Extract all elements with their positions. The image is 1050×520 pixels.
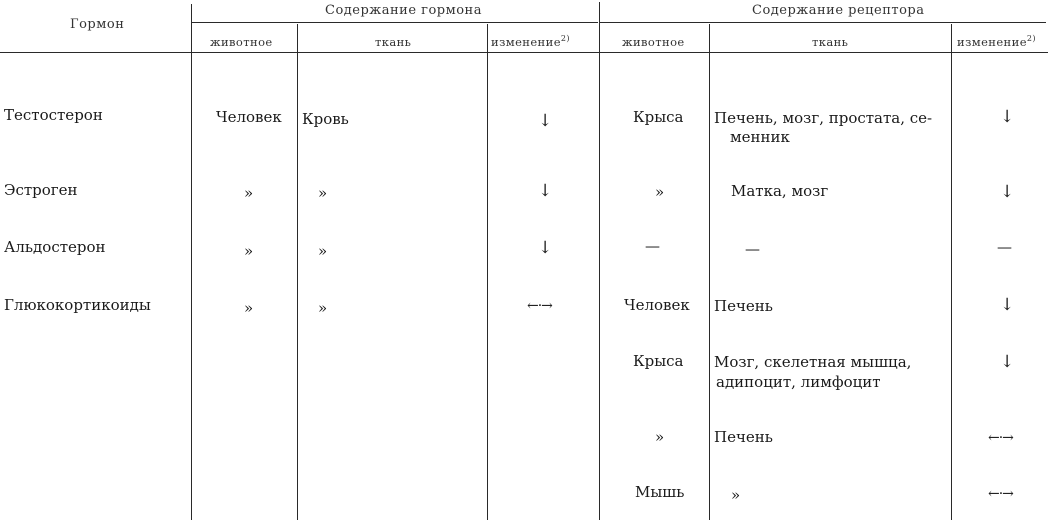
- no-change-arrow-icon: ←·→: [988, 486, 1013, 502]
- receptor-tissue-line2: менник: [730, 128, 790, 146]
- decrease-arrow-icon: ↓: [1000, 295, 1015, 315]
- decrease-arrow-icon: ↓: [538, 238, 553, 258]
- vline-receptor-animal-tissue: [709, 24, 710, 520]
- header-hormone-change: изменение$^{2)}$: [491, 34, 570, 49]
- vline-group-divider: [599, 2, 600, 520]
- receptor-tissue-line1: Печень, мозг, простата, се-: [714, 109, 933, 127]
- vline-hormone-animal-tissue: [297, 24, 298, 520]
- hormone-name: Тестостерон: [4, 106, 103, 124]
- receptor-tissue-line1: Матка, мозг: [731, 182, 829, 200]
- decrease-arrow-icon: ↓: [1000, 352, 1015, 372]
- vline-hormone-tissue-change: [487, 24, 488, 520]
- no-data-dash: —: [997, 238, 1012, 256]
- receptor-animal: Крыса: [633, 352, 684, 370]
- ditto-mark: »: [318, 242, 328, 260]
- vline-after-hormone: [191, 4, 192, 520]
- hormone-animal: Человек: [216, 108, 282, 126]
- receptor-animal: Крыса: [633, 108, 684, 126]
- decrease-arrow-icon: ↓: [538, 181, 553, 201]
- ditto-mark: »: [244, 184, 254, 202]
- header-rule-top-receptor-group: [600, 22, 1046, 23]
- receptor-tissue-line1: Печень: [714, 297, 773, 315]
- decrease-arrow-icon: ↓: [538, 111, 553, 131]
- decrease-arrow-icon: ↓: [1000, 107, 1015, 127]
- no-change-arrow-icon: ←·→: [527, 298, 552, 314]
- header-receptor-content: Содержание рецептора: [752, 3, 925, 18]
- header-hormone-content: Содержание гормона: [325, 3, 482, 18]
- header-rule-top-hormone-group: [192, 22, 598, 23]
- ditto-mark: »: [731, 486, 741, 504]
- hormone-name: Альдостерон: [4, 238, 106, 256]
- header-rule-bottom: [0, 52, 1048, 53]
- hormone-tissue: Кровь: [302, 110, 349, 128]
- receptor-animal: Мышь: [635, 483, 685, 501]
- hormone-name: Эстроген: [4, 181, 78, 199]
- vline-receptor-tissue-change: [951, 24, 952, 520]
- ditto-mark: »: [655, 428, 665, 446]
- ditto-mark: »: [244, 242, 254, 260]
- header-receptor-animal: животное: [622, 35, 685, 49]
- no-data-dash: —: [645, 237, 660, 255]
- ditto-mark: »: [318, 184, 328, 202]
- receptor-animal: Человек: [624, 296, 690, 314]
- ditto-mark: »: [655, 183, 665, 201]
- header-hormone-animal: животное: [210, 35, 273, 49]
- ditto-mark: »: [318, 299, 328, 317]
- header-receptor-change: изменение$^{2)}$: [957, 34, 1036, 49]
- receptor-tissue-line2: адипоцит, лимфоцит: [716, 373, 881, 391]
- ditto-mark: »: [244, 299, 254, 317]
- header-hormone-tissue: ткань: [375, 35, 412, 49]
- no-change-arrow-icon: ←·→: [988, 430, 1013, 446]
- decrease-arrow-icon: ↓: [1000, 182, 1015, 202]
- hormone-name: Глюкокортикоиды: [4, 296, 151, 314]
- header-receptor-tissue: ткань: [812, 35, 849, 49]
- receptor-tissue-line1: Печень: [714, 428, 773, 446]
- receptor-tissue-line1: Мозг, скелетная мышца,: [714, 353, 912, 371]
- header-hormone: Гормон: [70, 17, 125, 32]
- no-data-dash: —: [745, 240, 760, 258]
